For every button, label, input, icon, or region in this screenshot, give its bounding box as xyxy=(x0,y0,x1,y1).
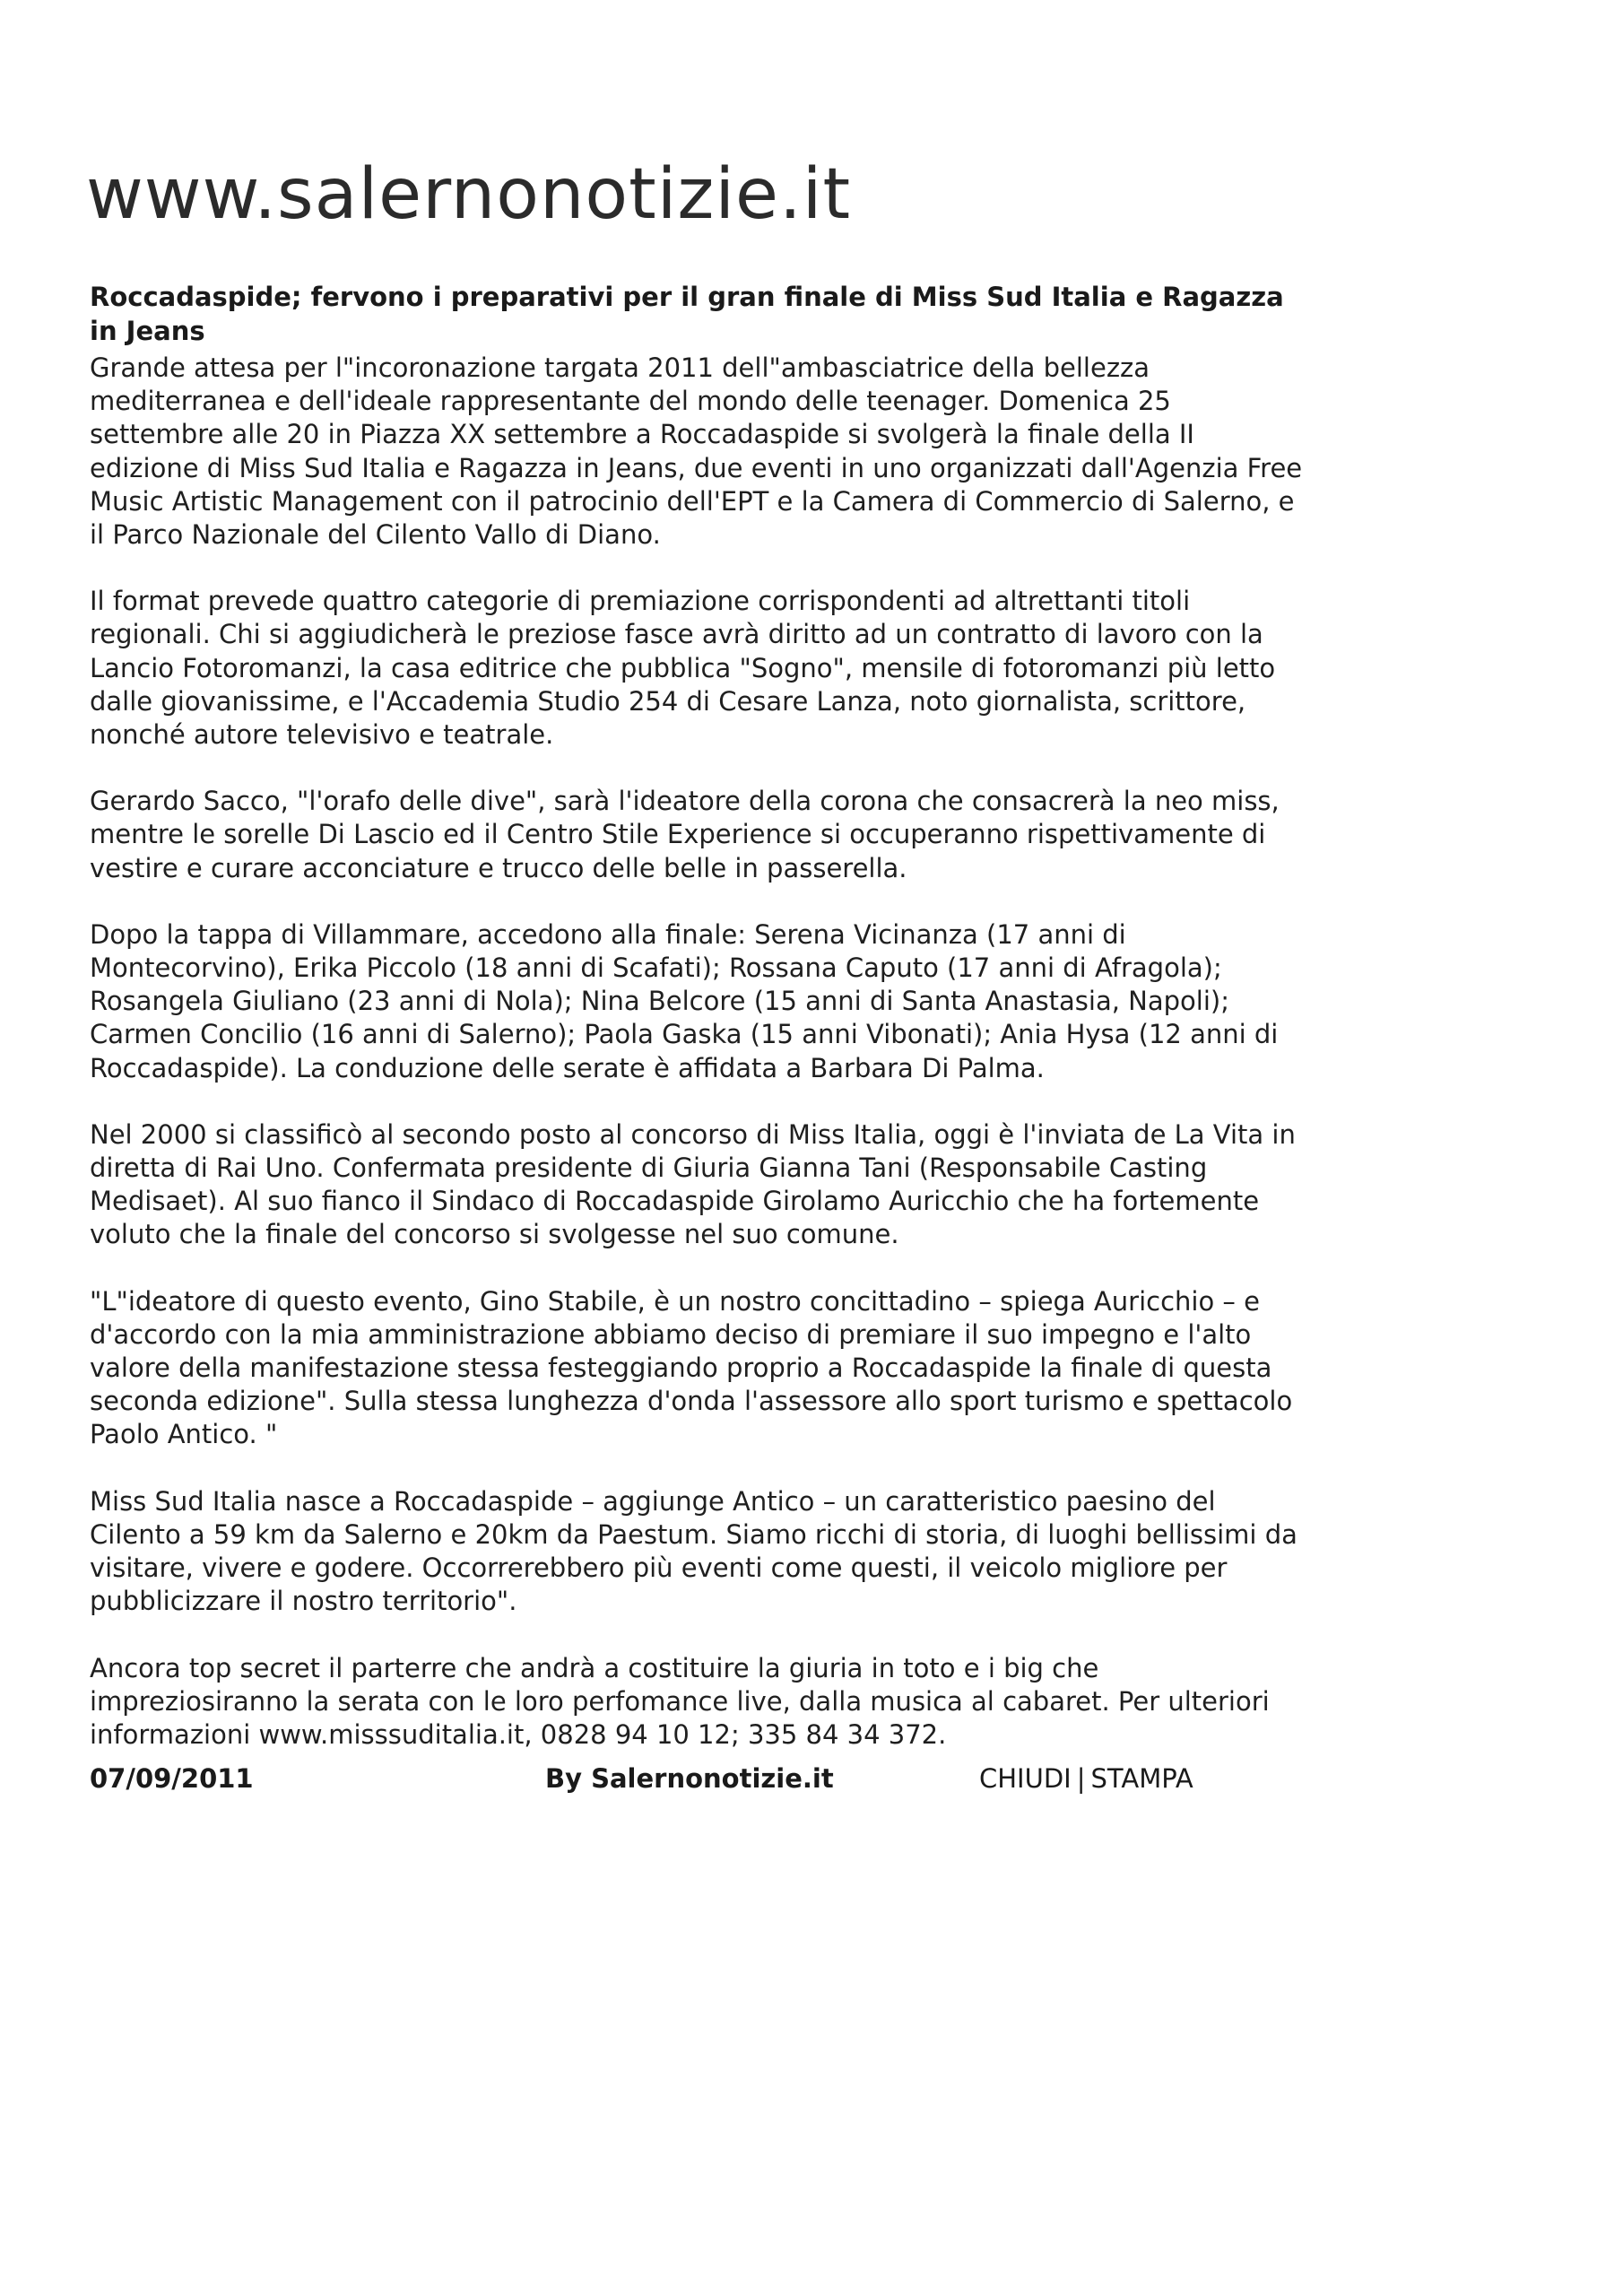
article-paragraph: Il format prevede quattro categorie di premiazione corrispondenti ad altrettanti titoli regionali. Chi si aggiudicherà le preziose fasce avrà diritto ad un contratto di lavoro con la Lancio Fotoromanzi, la casa editrice che pubblica "Sogno", mensile di fotoromanzi più letto dalle giovanissime, e l'Accademia Studio 254 di Cesare Lanza, noto giornalista, scrittore, nonché autore televisivo e teatrale. xyxy=(90,586,1276,751)
article-paragraph: Ancora top secret il parterre che andrà a costituire la giuria in toto e i big che impreziosiranno la serata con le loro perfomance live, dalla musica al cabaret. Per ulteriori informazioni www.misssuditalia.it, 0828 94 10 12; 335 84 34 372. xyxy=(90,1652,1270,1750)
article xyxy=(90,280,1309,1796)
article-footer xyxy=(90,1761,1309,1796)
byline: By Salernonotizie.it xyxy=(545,1763,834,1795)
footer-separator: | xyxy=(1076,1763,1086,1795)
site-header: www.salernonotizie.it xyxy=(86,154,852,235)
close-link[interactable]: CHIUDI xyxy=(979,1763,1072,1795)
article-paragraph: "L"ideatore di questo evento, Gino Stabile, è un nostro concittadino – spiega Auricchio – e d'accordo con la mia amministrazione abbiamo deciso di premiare il suo impegno e l'alto valore della manifestazione stessa festeggiando proprio a Roccadaspide la finale di questa seconda edizione". Sulla stessa lunghezza d'onda l'assessore allo sport turismo e spettacolo Paolo Antico. " xyxy=(90,1285,1293,1450)
article-paragraph: Nel 2000 si classificò al secondo posto al concorso di Miss Italia, oggi è l'inviata de La Vita in diretta di Rai Uno. Confermata presidente di Giuria Gianna Tani (Responsabile Casting Medisaet). Al suo fianco il Sindaco di Roccadaspide Girolamo Auricchio che ha fortemente voluto che la finale del concorso si svolgesse nel suo comune. xyxy=(90,1118,1296,1250)
article-title: Roccadaspide; fervono i preparativi per il gran finale di Miss Sud Italia e Ragazza in Jeans xyxy=(90,282,1284,346)
publish-date: 07/09/2011 xyxy=(90,1763,254,1795)
article-paragraph: Dopo la tappa di Villammare, accedono alla finale: Serena Vicinanza (17 anni di Montecorvino), Erika Piccolo (18 anni di Scafati); Rossana Caputo (17 anni di Afragola); Rosangela Giuliano (23 anni di Nola); Nina Belcore (15 anni di Santa Anastasia, Napoli); Carmen Concilio (16 anni di Salerno); Paola Gaska (15 anni Vibonati); Ania Hysa (12 anni di Roccadaspide). La conduzione delle serate è affidata a Barbara Di Palma. xyxy=(90,918,1279,1083)
article-paragraph: Gerardo Sacco, "l'orafo delle dive", sarà l'ideatore della corona che consacrerà la neo miss, mentre le sorelle Di Lascio ed il Centro Stile Experience si occuperanno rispettivamente di vestire e curare acconciature e trucco delle belle in passerella. xyxy=(90,786,1280,883)
footer-actions xyxy=(979,1761,1193,1796)
print-link[interactable]: STAMPA xyxy=(1090,1763,1193,1795)
article-paragraph: Grande attesa per l"incoronazione targata 2011 dell"ambasciatrice della bellezza mediterranea e dell'ideale rappresentante del mondo delle teenager. Domenica 25 settembre alle 20 in Piazza XX settembre a Roccadaspide si svolgerà la finale della II edizione di Miss Sud Italia e Ragazza in Jeans, due eventi in uno organizzati dall'Agenzia Free Music Artistic Management con il patrocinio dell'EPT e la Camera di Commercio di Salerno, e il Parco Nazionale del Cilento Vallo di Diano. xyxy=(90,352,1303,551)
article-paragraph: Miss Sud Italia nasce a Roccadaspide – aggiunge Antico – un caratteristico paesino del Cilento a 59 km da Salerno e 20km da Paestum. Siamo ricchi di storia, di luoghi bellissimi da visitare, vivere e godere. Occorrerebbero più eventi come questi, il veicolo migliore per pubblicizzare il nostro territorio". xyxy=(90,1485,1298,1617)
